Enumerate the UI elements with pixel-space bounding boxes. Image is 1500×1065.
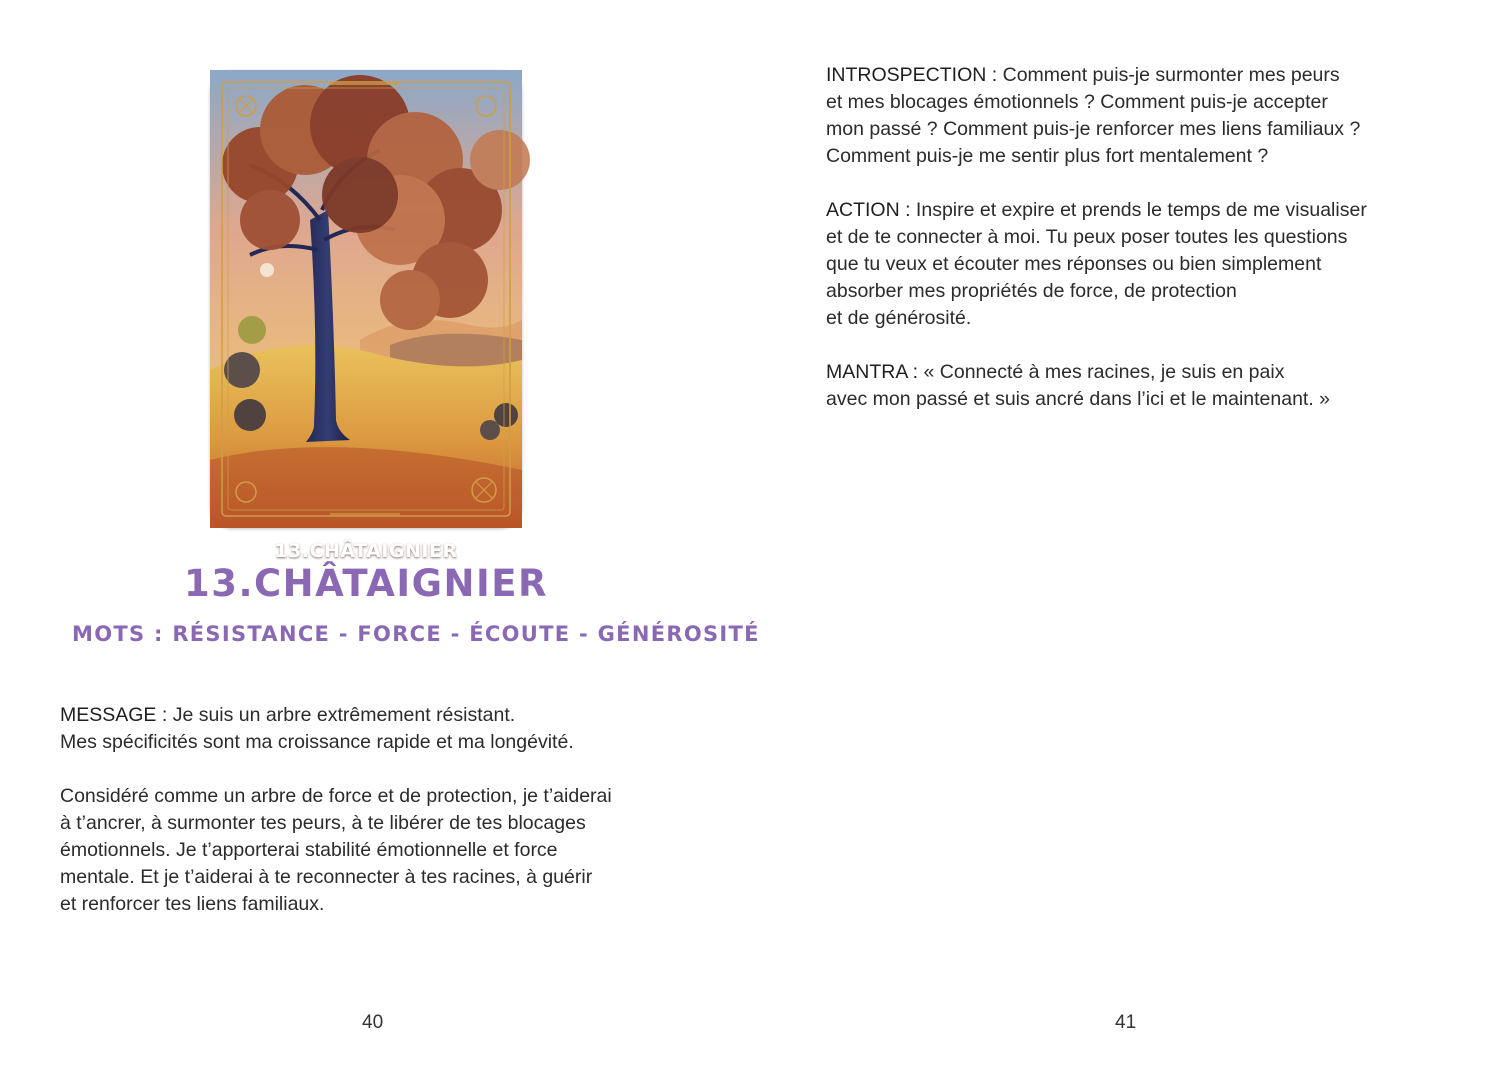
message-block	[60, 702, 574, 756]
introspection-line: mon passé ? Comment puis-je renforcer mes liens familiaux ?	[826, 118, 1361, 140]
action-line: et de générosité.	[826, 307, 972, 329]
introspection-line: Comment puis-je me sentir plus fort mentalement ?	[826, 145, 1269, 167]
message-line-1	[60, 702, 574, 729]
introspection-label: INTROSPECTION :	[826, 64, 998, 86]
message-text: Je suis un arbre extrêmement résistant.	[167, 704, 516, 726]
mantra-label: MANTRA :	[826, 361, 919, 383]
mantra-text: « Connecté à mes racines, je suis en paix	[918, 361, 1285, 383]
page-number-right: 41	[1115, 1012, 1137, 1033]
paragraph-line: et renforcer tes liens familiaux.	[60, 893, 325, 915]
right-page	[750, 0, 1500, 1065]
paragraph-line: mentale. Et je t’aiderai à te reconnecter à tes racines, à guérir	[60, 866, 593, 888]
introspection-block	[826, 62, 1360, 170]
description-paragraph	[60, 783, 612, 918]
paragraph-line: à t’ancrer, à surmonter tes peurs, à te libérer de tes blocages	[60, 812, 586, 834]
action-text: Inspire et expire et prends le temps de me visualiser	[910, 199, 1367, 221]
mantra-line: avec mon passé et suis ancré dans l’ici et le maintenant. »	[826, 388, 1331, 410]
message-label: MESSAGE :	[60, 704, 168, 726]
mantra-block	[826, 359, 1330, 413]
introspection-line: et mes blocages émotionnels ? Comment puis-je accepter	[826, 91, 1328, 113]
chestnut-tree-card-illustration	[210, 70, 522, 528]
introspection-line	[826, 62, 1360, 89]
action-line: et de te connecter à moi. Tu peux poser toutes les questions	[826, 226, 1348, 248]
introspection-text: Comment puis-je surmonter mes peurs	[997, 64, 1340, 86]
card-title: 13.CHÂTAIGNIER	[274, 540, 458, 562]
section-heading: 13.CHÂTAIGNIER	[183, 562, 549, 605]
paragraph-line: Considéré comme un arbre de force et de protection, je t’aiderai	[60, 785, 612, 807]
keywords-line: MOTS : RÉSISTANCE - FORCE - ÉCOUTE - GÉNÉROSITÉ	[72, 622, 760, 646]
action-line: que tu veux et écouter mes réponses ou bien simplement	[826, 253, 1322, 275]
message-line-2: Mes spécificités sont ma croissance rapide et ma longévité.	[60, 731, 574, 753]
page-number-left: 40	[362, 1012, 384, 1033]
action-block	[826, 197, 1367, 332]
oracle-card	[210, 70, 522, 562]
action-line	[826, 197, 1367, 224]
paragraph-line: émotionnels. Je t’apporterai stabilité émotionnelle et force	[60, 839, 558, 861]
mantra-line	[826, 359, 1330, 386]
action-label: ACTION :	[826, 199, 911, 221]
action-line: absorber mes propriétés de force, de protection	[826, 280, 1237, 302]
